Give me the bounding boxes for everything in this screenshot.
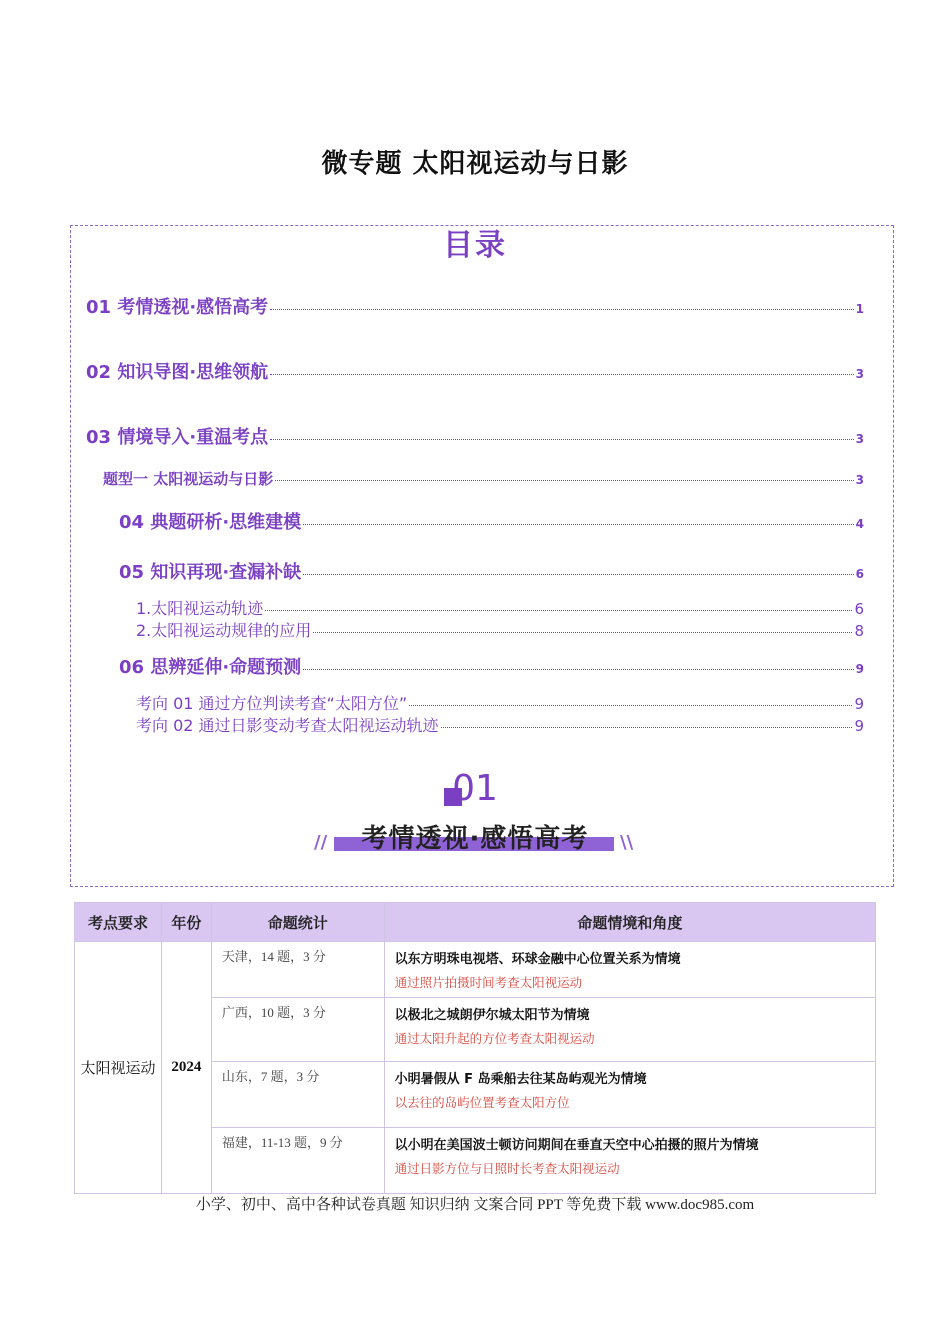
toc-entry-label: 题型一 太阳视运动与日影 <box>103 470 274 488</box>
toc-entry-page: 3 <box>855 473 864 487</box>
year-cell: 2024 <box>161 942 211 1194</box>
toc-heading: 目录 <box>443 228 507 263</box>
scenario-text: 以东方明珠电视塔、环球金融中心位置关系为情境 <box>394 952 681 967</box>
scenario-cell <box>384 998 875 1062</box>
toc-entry-page: 8 <box>854 622 864 640</box>
stat-cell: 福建，11-13 题，9 分 <box>211 1128 384 1194</box>
toc-entry-page: 9 <box>854 695 864 713</box>
toc-entry[interactable] <box>136 691 864 714</box>
toc-entry[interactable] <box>119 508 864 534</box>
toc-entry-label: 考向 02 通过日影变动考查太阳视运动轨迹 <box>136 716 439 735</box>
section-left-mark: // <box>314 832 328 853</box>
toc-entry-page: 9 <box>854 717 864 735</box>
stat-cell: 天津，14 题，3 分 <box>211 942 384 998</box>
toc-entry[interactable] <box>119 558 864 584</box>
header-stats: 命题统计 <box>211 903 384 942</box>
toc-entry-label: 04 典题研析·思维建模 <box>119 512 302 533</box>
scenario-cell <box>384 1062 875 1128</box>
toc-entry[interactable] <box>136 618 864 641</box>
toc-entry[interactable] <box>136 713 864 736</box>
toc-entry-label: 1.太阳视运动轨迹 <box>136 599 264 618</box>
toc-entry[interactable] <box>103 468 864 489</box>
toc-entry-page: 4 <box>855 517 864 531</box>
toc-entry-label: 03 情境导入·重温考点 <box>86 427 269 448</box>
header-scenario: 命题情境和角度 <box>384 903 875 942</box>
page-footer: 小学、初中、高中各种试卷真题 知识归纳 文案合同 PPT 等免费下载 www.doc985.com <box>195 1197 755 1213</box>
toc-entry[interactable] <box>86 358 864 384</box>
angle-text: 以去往的岛屿位置考查太阳方位 <box>394 1095 570 1110</box>
section-number: 01 <box>452 768 498 809</box>
toc-entry-label: 02 知识导图·思维领航 <box>86 362 269 383</box>
table-row <box>75 942 876 998</box>
toc-entry[interactable] <box>119 653 864 679</box>
stat-cell: 山东，7 题，3 分 <box>211 1062 384 1128</box>
angle-text: 通过日影方位与日照时长考查太阳视运动 <box>394 1161 620 1176</box>
header-year: 年份 <box>161 903 211 942</box>
toc-entry[interactable] <box>136 596 864 619</box>
toc-entry-page: 9 <box>855 662 864 676</box>
toc-entry-label: 06 思辨延伸·命题预测 <box>119 657 302 678</box>
stat-cell: 广西，10 题，3 分 <box>211 998 384 1062</box>
table-header-row <box>75 903 876 942</box>
scenario-cell <box>384 1128 875 1194</box>
scenario-text: 小明暑假从 F 岛乘船去往某岛屿观光为情境 <box>394 1072 647 1087</box>
toc-entry-page: 6 <box>855 567 864 581</box>
document-title: 微专题 太阳视运动与日影 <box>321 149 629 179</box>
section-title: 考情透视·感悟高考 <box>361 824 589 854</box>
toc-entry-label: 05 知识再现·查漏补缺 <box>119 562 302 583</box>
toc-entry[interactable] <box>86 423 864 449</box>
header-topic: 考点要求 <box>75 903 162 942</box>
toc-entry-page: 6 <box>854 600 864 618</box>
angle-text: 通过照片拍摄时间考查太阳视运动 <box>394 975 583 990</box>
scenario-cell <box>384 942 875 998</box>
exam-stats-table <box>74 902 876 1194</box>
toc-entry-label: 考向 01 通过方位判读考查“太阳方位” <box>136 694 408 713</box>
toc-entry-page: 1 <box>855 302 864 316</box>
section-right-mark: \\ <box>620 832 634 853</box>
angle-text: 通过太阳升起的方位考查太阳视运动 <box>394 1031 595 1046</box>
toc-entry[interactable] <box>86 293 864 319</box>
toc-entry-label: 01 考情透视·感悟高考 <box>86 297 269 318</box>
scenario-text: 以极北之城朗伊尔城太阳节为情境 <box>394 1008 590 1023</box>
scenario-text: 以小明在美国波士顿访问期间在垂直天空中心拍摄的照片为情境 <box>394 1138 759 1153</box>
toc-entry-page: 3 <box>855 367 864 381</box>
toc-entry-page: 3 <box>855 432 864 446</box>
topic-cell: 太阳视运动 <box>75 942 162 1194</box>
toc-entry-label: 2.太阳视运动规律的应用 <box>136 621 312 640</box>
